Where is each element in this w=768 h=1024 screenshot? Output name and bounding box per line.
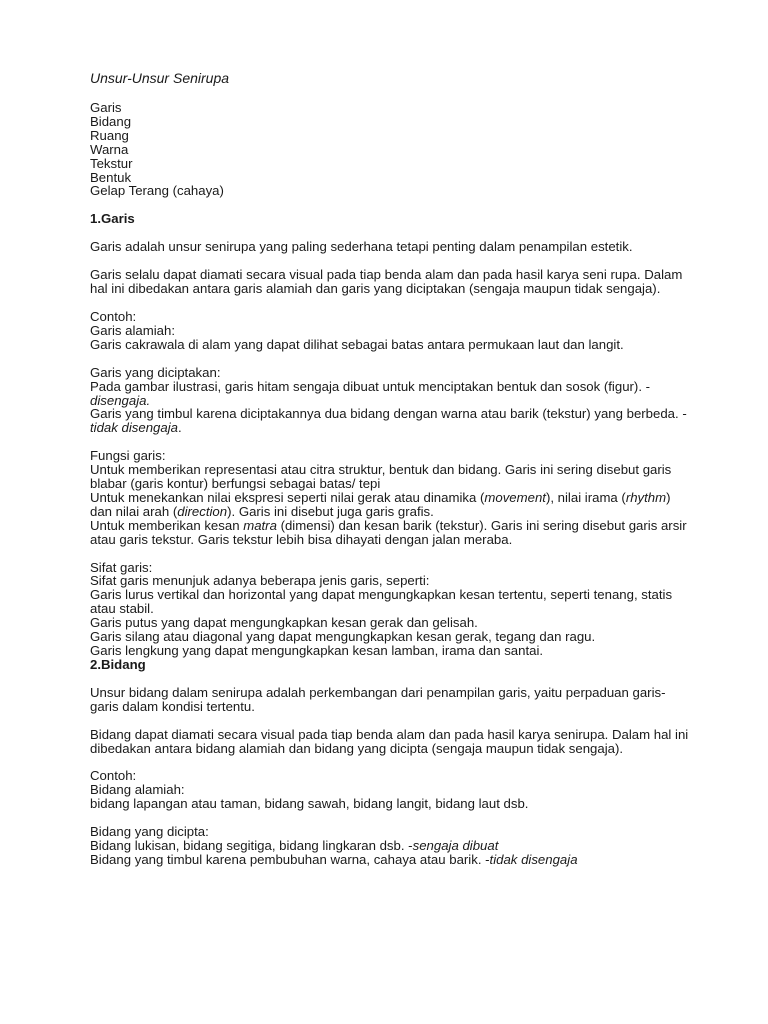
bidang-definition-1: Unsur bidang dalam senirupa adalah perkembangan dari penampilan garis, yaitu perpaduan garis-garis dalam kondisi tertentu.	[90, 684, 666, 714]
document-title: Unsur-Unsur Senirupa	[90, 70, 230, 86]
garis-diciptakan-2: Garis yang timbul karena diciptakannya dua bidang dengan warna atau barik (tekstur) yang berbeda. -tidak disengaja.	[90, 406, 687, 436]
bidang-definition-2: Bidang dapat diamati secara visual pada tiap benda alam dan pada hasil karya senirupa. Dalam hal ini dibedakan antara bidang alamiah dan bidang yang dicipta (sengaja maupun tidak sengaja).	[90, 726, 689, 756]
garis-sifat-2: Garis putus yang dapat mengungkapkan kesan gerak dan gelisah.	[90, 615, 478, 631]
garis-alamiah-label: Garis alamiah:	[90, 322, 176, 338]
garis-definition-1: Garis adalah unsur senirupa yang paling sederhana tetapi penting dalam penampilan estetik.	[90, 239, 633, 255]
bidang-alamiah-text: bidang lapangan atau taman, bidang sawah, bidang langit, bidang laut dsb.	[90, 796, 529, 812]
list-item: Ruang	[90, 127, 129, 143]
bidang-alamiah-label: Bidang alamiah:	[90, 782, 185, 798]
bidang-contoh-label: Contoh:	[90, 768, 137, 784]
list-item: Garis	[90, 100, 122, 115]
garis-fungsi-3: Untuk memberikan kesan matra (dimensi) dan kesan barik (tekstur). Garis ini sering disebut garis arsir atau garis tekstur. Garis tekstur lebih bisa dihayati dengan jalan meraba.	[90, 517, 687, 547]
bidang-dicipta-label: Bidang yang dicipta:	[90, 824, 209, 840]
garis-sifat-1: Garis lurus vertikal dan horizontal yang dapat mengungkapkan kesan tertentu, seperti tenang, statis atau stabil.	[90, 587, 673, 617]
garis-alamiah-text: Garis cakrawala di alam yang dapat dilihat sebagai batas antara permukaan laut dan langit.	[90, 336, 624, 352]
document-page	[90, 70, 690, 867]
garis-fungsi-label: Fungsi garis:	[90, 448, 166, 464]
garis-diciptakan-label: Garis yang diciptakan:	[90, 364, 221, 380]
garis-diciptakan-1: Pada gambar ilustrasi, garis hitam sengaja dibuat untuk menciptakan bentuk dan sosok (figur). -disengaja.	[90, 378, 651, 408]
garis-contoh-label: Contoh:	[90, 308, 137, 324]
list-item: Warna	[90, 141, 129, 157]
bidang-dicipta-2: Bidang yang timbul karena pembubuhan warna, cahaya atau barik. -tidak disengaja	[90, 851, 578, 867]
garis-fungsi-2: Untuk menekankan nilai ekspresi seperti nilai gerak atau dinamika (movement), nilai irama (rhythm) dan nilai arah (direction). Garis ini disebut juga garis grafis.	[90, 489, 671, 519]
list-item: Bentuk	[90, 169, 132, 185]
garis-definition-2: Garis selalu dapat diamati secara visual pada tiap benda alam dan pada hasil karya seni rupa. Dalam hal ini dibedakan antara garis alamiah dan garis yang diciptakan (sengaja maupun tidak sengaja).	[90, 267, 683, 297]
list-item: Tekstur	[90, 155, 133, 171]
section-heading-garis: 1.Garis	[90, 211, 135, 227]
garis-sifat-3: Garis silang atau diagonal yang dapat mengungkapkan kesan gerak, tegang dan ragu.	[90, 629, 596, 645]
list-item: Gelap Terang (cahaya)	[90, 183, 224, 199]
garis-sifat-label: Sifat garis:	[90, 559, 153, 575]
garis-fungsi-1: Untuk memberikan representasi atau citra struktur, bentuk dan bidang. Garis ini sering disebut garis blabar (garis kontur) berfungsi sebagai batas/ tepi	[90, 462, 672, 492]
garis-sifat-intro: Sifat garis menunjuk adanya beberapa jenis garis, seperti:	[90, 573, 430, 589]
garis-sifat-4: Garis lengkung yang dapat mengungkapkan kesan lamban, irama dan santai.	[90, 643, 544, 658]
section-heading-bidang: 2.Bidang	[90, 656, 146, 672]
list-item: Bidang	[90, 113, 132, 129]
element-list	[90, 101, 690, 198]
bidang-dicipta-1: Bidang lukisan, bidang segitiga, bidang lingkaran dsb. -sengaja dibuat	[90, 838, 499, 854]
